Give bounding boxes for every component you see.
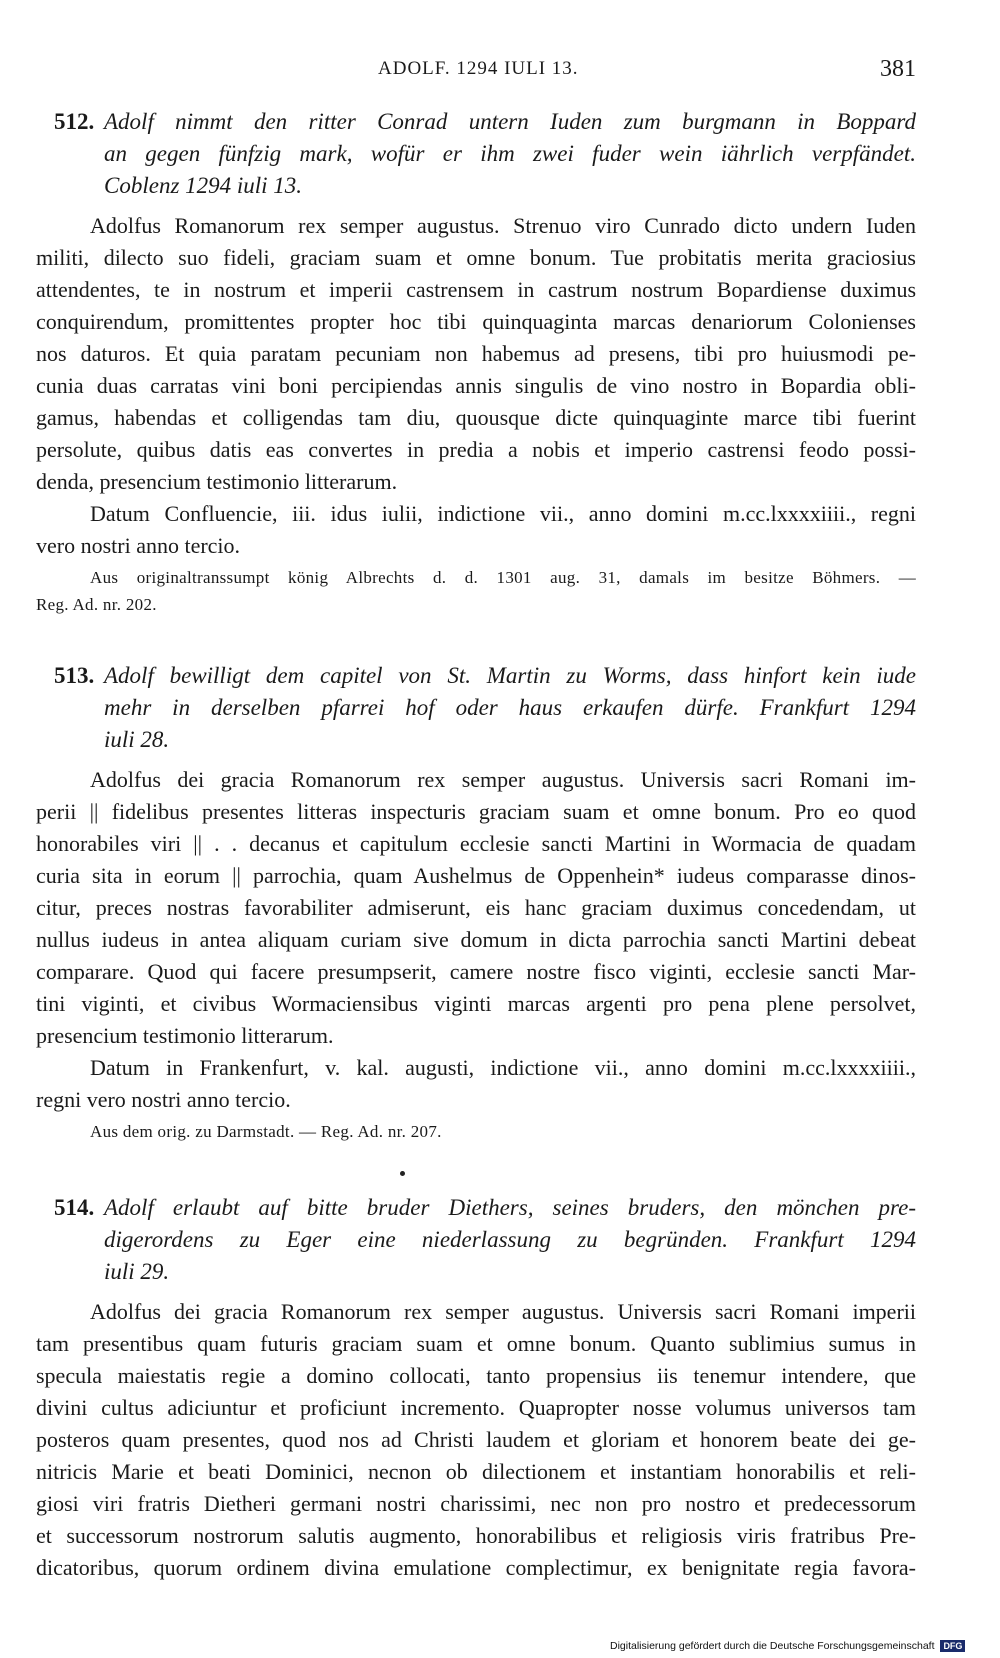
dating-line: vero nostri anno tercio. bbox=[36, 533, 241, 558]
dating-line: Datum Confluencie, iii. idus iulii, indictione vii., anno domini m.cc.lxxxxiiii., regni bbox=[90, 501, 916, 526]
dating-line: regni vero nostri anno tercio. bbox=[36, 1087, 291, 1112]
body-line: attendentes, te in nostrum et imperii castrensem in castrum nostrum Bopardiense duximus bbox=[36, 277, 916, 302]
entry-heading bbox=[36, 1192, 916, 1288]
body-line: presencium testimonio litterarum. bbox=[36, 1023, 334, 1048]
body-line: comparare. Quod qui facere presumpserit, camere nostre fisco viginti, ecclesie sancti Mar- bbox=[36, 959, 916, 984]
body-line: militi, dilecto suo fideli, graciam suam et omne bonum. Tue probitatis merita graciosius bbox=[36, 245, 916, 270]
entry-513 bbox=[36, 660, 916, 1145]
dfg-logo: DFG bbox=[940, 1640, 965, 1652]
body-line: divini cultus adiciuntur et proficiunt incremento. Quapropter nosse volumus universos tam bbox=[36, 1395, 916, 1420]
body-line: et successorum nostrorum salutis augmento, honorabilibus et religiosis viris fratribus Pre- bbox=[36, 1523, 916, 1548]
entry-number: 512. bbox=[54, 109, 95, 134]
footer-text: Digitalisierung gefördert durch die Deutsche Forschungsgemeinschaft bbox=[610, 1640, 935, 1652]
digitization-footer bbox=[610, 1640, 965, 1652]
heading-line: Adolf bewilligt dem capitel von St. Martin zu Worms, dass hinfort kein iude bbox=[104, 663, 916, 688]
dating-line: Datum in Frankenfurt, v. kal. augusti, indictione vii., anno domini m.cc.lxxxxiiii., bbox=[90, 1055, 916, 1080]
body-line: curia sita in eorum || parrochia, quam Aushelmus de Oppenhein* iudeus comparasse dinos- bbox=[36, 863, 916, 888]
entry-number: 513. bbox=[54, 663, 95, 688]
body-line: posteros quam presentes, quod nos ad Christi laudem et gloriam et honorem beate dei ge- bbox=[36, 1427, 916, 1452]
heading-line: Coblenz 1294 iuli 13. bbox=[104, 173, 303, 198]
heading-line: mehr in derselben pfarrei hof oder haus erkaufen dürfe. Frankfurt 1294 bbox=[104, 695, 916, 720]
body-line: persolute, quibus datis eas convertes in predia a nobis et imperio castrensi feodo possi- bbox=[36, 437, 916, 462]
entry-body bbox=[36, 764, 916, 1116]
heading-line: digerordens zu Eger eine niederlassung zu begründen. Frankfurt 1294 bbox=[104, 1227, 916, 1252]
entry-body bbox=[36, 210, 916, 562]
running-head bbox=[0, 58, 1000, 88]
ornament-dot bbox=[400, 1171, 405, 1176]
body-line: dicatoribus, quorum ordinem divina emulatione complectimur, ex benignitate regia favora- bbox=[36, 1555, 916, 1580]
body-line: perii || fidelibus presentes litteras inspecturis graciam suam et omne bonum. Pro eo quod bbox=[36, 799, 916, 824]
body-line: specula maiestatis regie a domino collocati, tanto propensius iis tenemur intendere, que bbox=[36, 1363, 916, 1388]
body-line: Adolfus dei gracia Romanorum rex semper augustus. Universis sacri Romani imperii bbox=[90, 1299, 916, 1324]
entry-514 bbox=[36, 1192, 916, 1584]
body-line: gamus, habendas et colligendas tam diu, quousque dicte quinquaginte marce tibi fuerint bbox=[36, 405, 916, 430]
body-line: denda, presencium testimonio litterarum. bbox=[36, 469, 398, 494]
page-number: 381 bbox=[880, 56, 916, 82]
heading-line: Adolf nimmt den ritter Conrad untern Iuden zum burgmann in Boppard bbox=[104, 109, 916, 134]
heading-line: iuli 29. bbox=[104, 1259, 170, 1284]
body-line: Adolfus Romanorum rex semper augustus. Strenuo viro Cunrado dicto undern Iuden bbox=[90, 213, 916, 238]
body-line: nos daturos. Et quia paratam pecuniam non habemus ad presens, tibi pro huiusmodi pe- bbox=[36, 341, 916, 366]
running-title: ADOLF. 1294 IULI 13. bbox=[378, 58, 579, 79]
source-note bbox=[36, 564, 916, 618]
body-line: nitricis Marie et beati Dominici, necnon ob dilectionem et instantiam honorabilis et reli- bbox=[36, 1459, 916, 1484]
body-line: giosi viri fratris Dietheri germani nostri charissimi, nec non pro nostro et predecessorum bbox=[36, 1491, 916, 1516]
source-note bbox=[36, 1118, 916, 1145]
body-line: conquirendum, promittentes propter hoc tibi quinquaginta marcas denariorum Colonienses bbox=[36, 309, 916, 334]
body-line: honorabiles viri || . . decanus et capitulum ecclesie sancti Martini in Wormacia de quadam bbox=[36, 831, 916, 856]
entry-number: 514. bbox=[54, 1195, 95, 1220]
entry-512 bbox=[36, 106, 916, 618]
heading-line: iuli 28. bbox=[104, 727, 170, 752]
entry-body bbox=[36, 1296, 916, 1584]
source-line: Aus originaltranssumpt könig Albrechts d. d. 1301 aug. 31, damals im besitze Böhmers. — bbox=[90, 568, 916, 587]
body-line: tam presentibus quam futuris graciam suam et omne bonum. Quanto sublimius sumus in bbox=[36, 1331, 916, 1356]
source-line: Aus dem orig. zu Darmstadt. — Reg. Ad. nr. 207. bbox=[90, 1122, 442, 1141]
body-line: cunia duas carratas vini boni percipiendas annis singulis de vino nostro in Bopardia obli- bbox=[36, 373, 916, 398]
body-line: tini viginti, et civibus Wormaciensibus viginti marcas argenti pro pena plene persolvet, bbox=[36, 991, 916, 1016]
entry-heading bbox=[36, 106, 916, 202]
body-line: nullus iudeus in antea aliquam curiam sive domum in dicta parrochia sancti Martini debeat bbox=[36, 927, 916, 952]
source-line: Reg. Ad. nr. 202. bbox=[36, 595, 157, 614]
heading-line: Adolf erlaubt auf bitte bruder Diethers, seines bruders, den mönchen pre- bbox=[104, 1195, 916, 1220]
heading-line: an gegen fünfzig mark, wofür er ihm zwei fuder wein iährlich verpfändet. bbox=[104, 141, 916, 166]
body-line: Adolfus dei gracia Romanorum rex semper augustus. Universis sacri Romani im- bbox=[90, 767, 916, 792]
entry-heading bbox=[36, 660, 916, 756]
body-line: citur, preces nostras favorabiliter admiserunt, eis hanc graciam duximus concedendam, ut bbox=[36, 895, 916, 920]
